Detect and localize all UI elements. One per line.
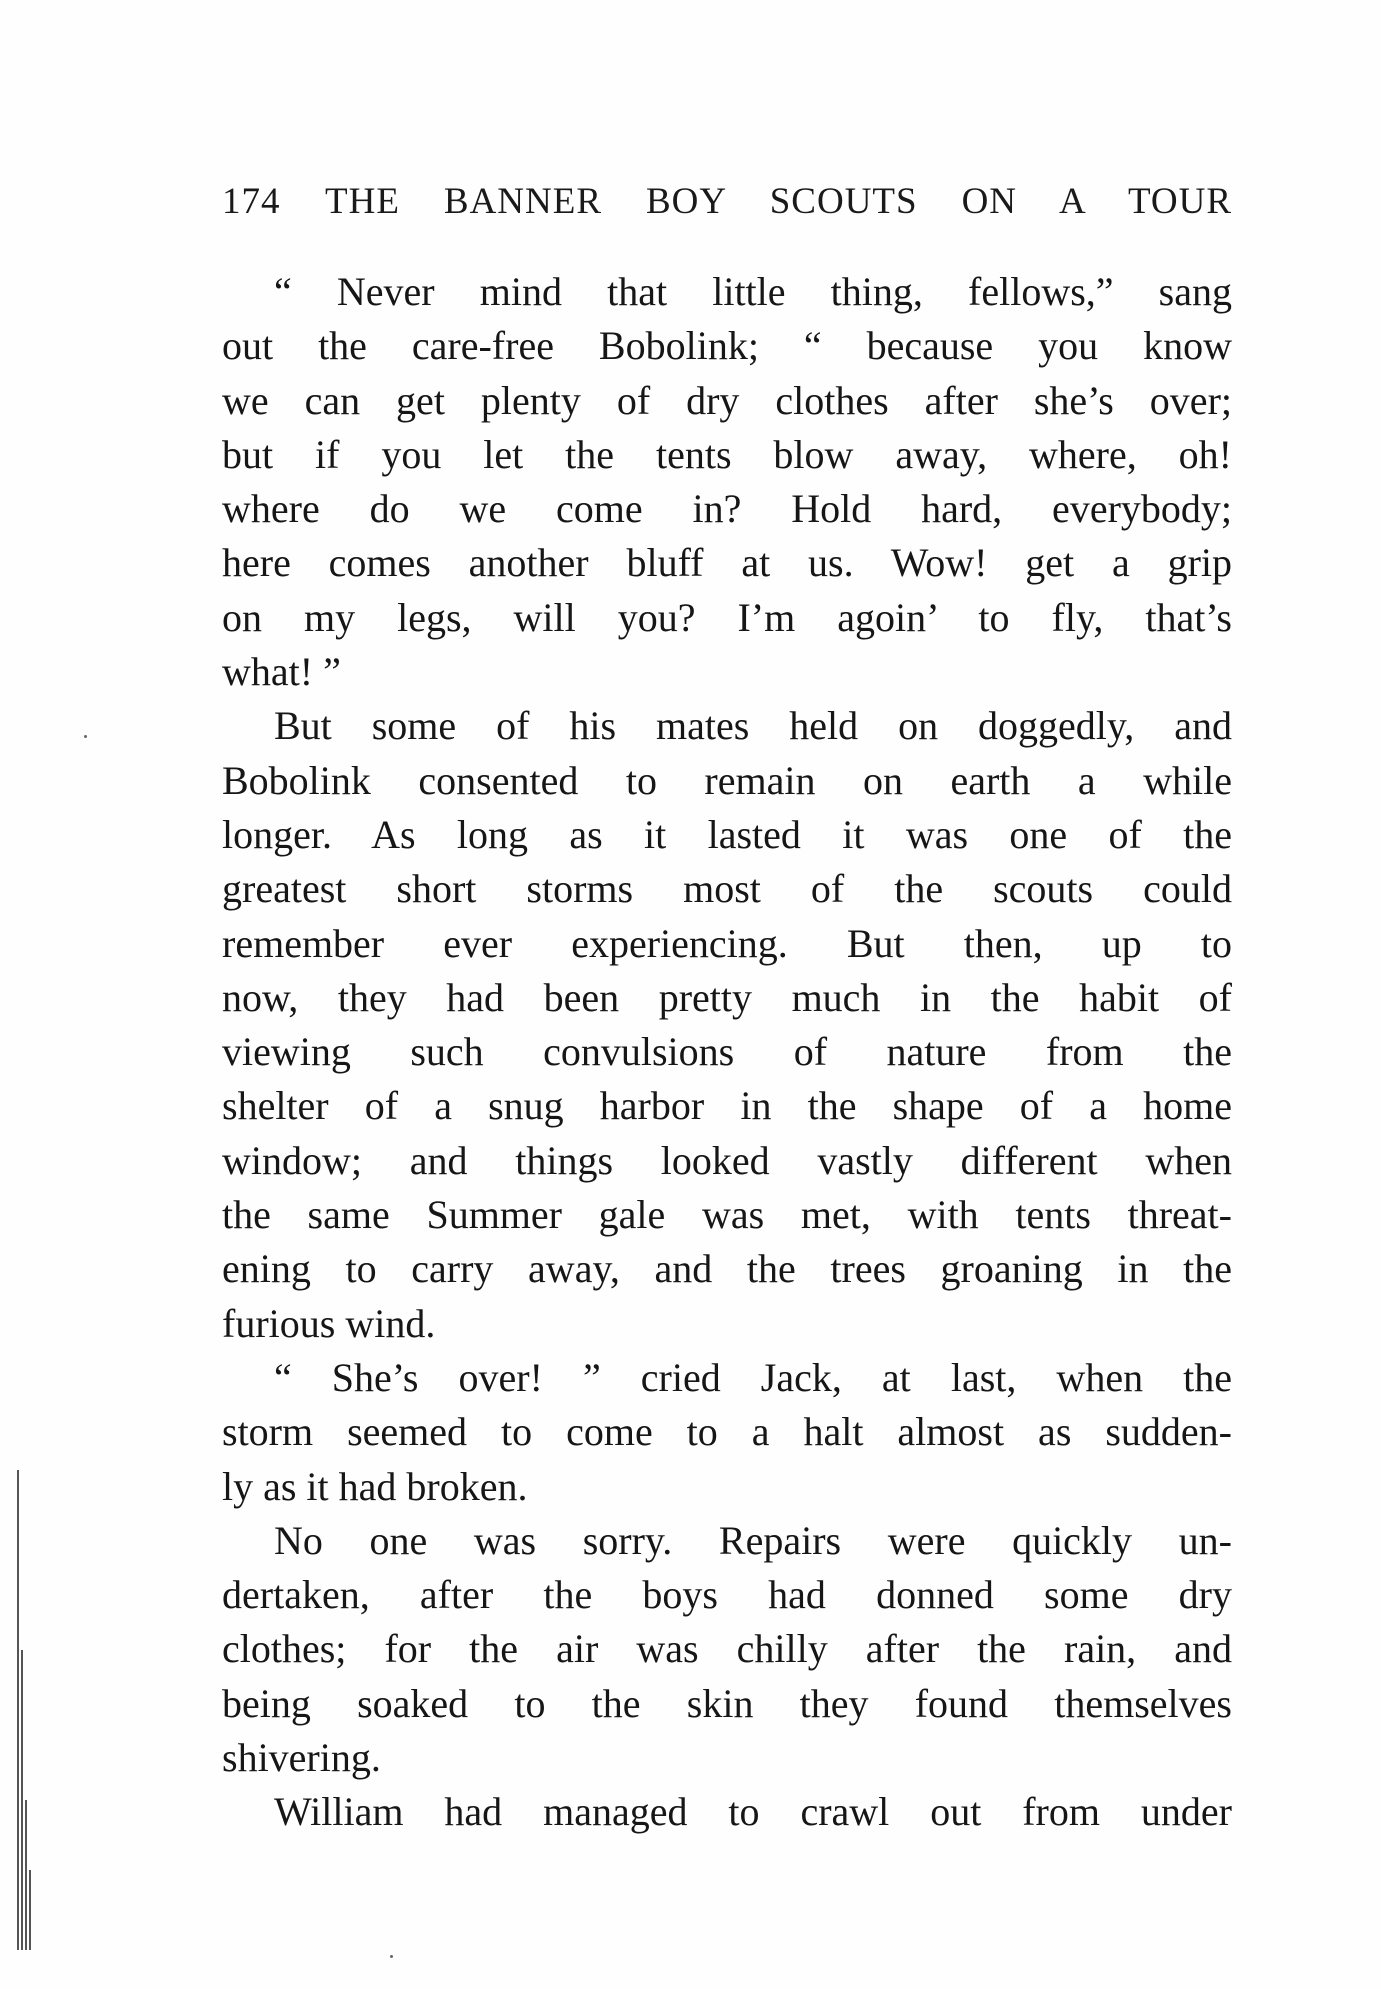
paper-speck — [390, 1955, 393, 1958]
text-line: “ Never mind that little thing, fellows,” sang — [274, 269, 1232, 314]
text-line: ly as it had broken. — [222, 1463, 528, 1509]
text-line: ening to carry away, and the trees groaning in the — [222, 1246, 1232, 1292]
text-line: longer. As long as it lasted it was one of the — [222, 811, 1232, 857]
text-line: we can get plenty of dry clothes after she’s over; — [222, 377, 1232, 423]
book-title: THE BANNER BOY SCOUTS ON A TOUR — [325, 181, 1232, 222]
text-line: shivering. — [222, 1735, 381, 1781]
text-line: clothes; for the air was chilly after the rain, and — [222, 1626, 1232, 1672]
text-line: But some of his mates held on doggedly, and — [274, 703, 1232, 749]
text-line: No one was sorry. Repairs were quickly un- — [274, 1517, 1232, 1563]
paper-speck — [84, 735, 87, 738]
text-line: storm seemed to come to a halt almost as sudden- — [222, 1409, 1232, 1455]
text-line: the same Summer gale was met, with tents threat- — [222, 1192, 1232, 1238]
text-line: here comes another bluff at us. Wow! get a grip — [222, 540, 1232, 586]
text-line: where do we come in? Hold hard, everybody; — [222, 486, 1232, 532]
text-line: William had managed to crawl out from under — [274, 1789, 1232, 1835]
text-line: window; and things looked vastly different when — [222, 1137, 1232, 1183]
text-line: “ She’s over! ” cried Jack, at last, when the — [274, 1354, 1232, 1400]
text-line: remember ever experiencing. But then, up to — [222, 920, 1232, 966]
text-line: what! ” — [222, 649, 341, 695]
text-line: dertaken, after the boys had donned some dry — [222, 1572, 1232, 1618]
text-line: furious wind. — [222, 1300, 436, 1346]
binding-edge-marks — [17, 1470, 31, 1950]
text-line: out the care-free Bobolink; “ because you know — [222, 323, 1232, 369]
text-line: greatest short storms most of the scouts could — [222, 866, 1232, 912]
text-line: shelter of a snug harbor in the shape of a home — [222, 1083, 1232, 1129]
text-line: on my legs, will you? I’m agoin’ to fly, that’s — [222, 594, 1232, 640]
running-head — [222, 180, 1232, 228]
text-line: now, they had been pretty much in the habit of — [222, 974, 1232, 1020]
text-line: being soaked to the skin they found themselves — [222, 1680, 1232, 1726]
text-line: Bobolink consented to remain on earth a while — [222, 757, 1232, 803]
text-line: but if you let the tents blow away, where, oh! — [222, 431, 1232, 477]
page-body-text — [222, 265, 1232, 1840]
text-line: viewing such convulsions of nature from the — [222, 1029, 1232, 1075]
page-number: 174 — [222, 181, 281, 222]
